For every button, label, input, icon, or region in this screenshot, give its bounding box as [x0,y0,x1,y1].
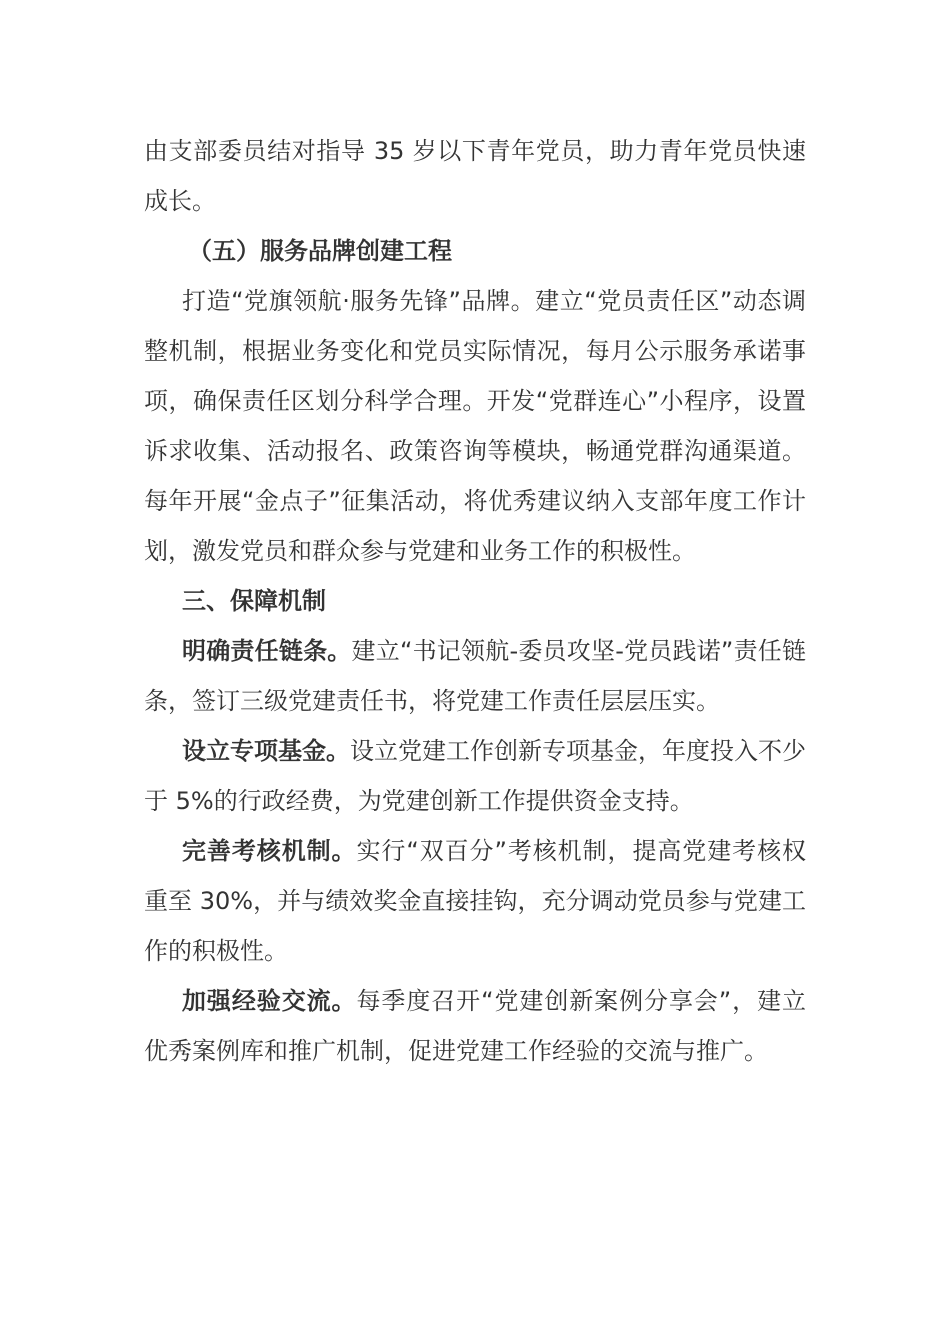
section-heading-service-brand: （五）服务品牌创建工程 [188,237,452,265]
body-responsibility-chain: 建立“书记领航-委员攻坚-党员践诺”责任链条，签订三级党建责任书，将党建工作责任层层压实。 [144,637,807,715]
section-heading-guarantee: 三、保障机制 [182,587,326,615]
paragraph-experience-exchange [144,976,806,1076]
paragraph-youth-mentoring: 由支部委员结对指导 35 岁以下青年党员，助力青年党员快速成长。 [144,137,806,215]
paragraph-service-brand: 打造“党旗领航·服务先锋”品牌。建立“党员责任区”动态调整机制，根据业务变化和党员实际情况，每月公示服务承诺事项，确保责任区划分科学合理。开发“党群连心”小程序，设置诉求收集、活动报名、政策咨询等模块，畅通党群沟通渠道。每年开展“金点子”征集活动，将优秀建议纳入支部年度工作计划，激发党员和群众参与党建和业务工作的积极性。 [144,287,806,565]
lead-special-fund: 设立专项基金。 [182,737,350,765]
paragraph-assessment [144,826,806,976]
body-experience-exchange: 每季度召开“党建创新案例分享会”，建立优秀案例库和推广机制，促进党建工作经验的交流与推广。 [144,987,807,1065]
lead-assessment: 完善考核机制。 [182,837,357,865]
lead-experience-exchange: 加强经验交流。 [182,987,357,1015]
paragraph-responsibility-chain [144,626,806,726]
body-special-fund: 设立党建工作创新专项基金，年度投入不少于 5%的行政经费，为党建创新工作提供资金支持。 [144,737,806,815]
lead-responsibility-chain: 明确责任链条。 [182,637,352,665]
body-assessment: 实行“双百分”考核机制，提高党建考核权重至 30%，并与绩效奖金直接挂钩，充分调动党员参与党建工作的积极性。 [144,837,807,965]
document-page [144,126,806,1076]
paragraph-special-fund [144,726,806,826]
